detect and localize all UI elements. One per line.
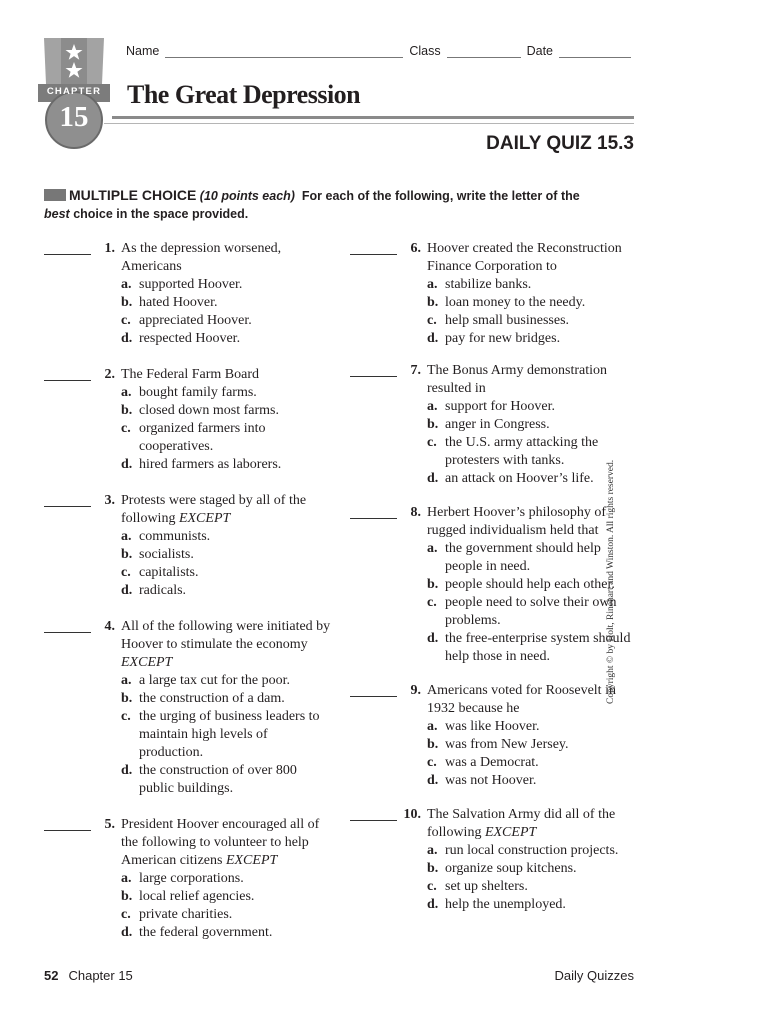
question-except: EXCEPT [178, 511, 231, 526]
answer-option [121, 672, 334, 690]
option-letter: d. [427, 471, 439, 486]
question-number: 9. [410, 683, 421, 698]
answer-option [427, 312, 640, 330]
question-body [121, 816, 334, 942]
page-title: The Great Depression [127, 80, 361, 109]
option-text: hated Hoover. [139, 295, 218, 310]
option-text: the U.S. army attacking the protesters with tanks. [445, 435, 599, 468]
option-text: the government should help people in need. [445, 541, 601, 574]
option-letter: a. [427, 719, 438, 734]
option-letter: c. [121, 565, 131, 580]
option-text: radicals. [139, 583, 187, 598]
option-letter: b. [427, 577, 439, 592]
answer-option [427, 842, 640, 860]
option-text: hired farmers as laborers. [139, 457, 282, 472]
question-body [121, 240, 334, 348]
option-text: the urging of business leaders to maintain high levels of production. [139, 709, 320, 760]
option-text: pay for new bridges. [445, 331, 561, 346]
answer-option [121, 906, 334, 924]
question-body [121, 618, 334, 798]
option-letter: a. [121, 529, 132, 544]
question-body [121, 492, 334, 600]
option-text: the free-enterprise system should help those in need. [445, 631, 631, 664]
answer-option [427, 896, 640, 914]
name-field[interactable] [165, 47, 403, 58]
answer-option [427, 718, 640, 736]
option-text: organize soup kitchens. [445, 861, 577, 876]
footer-section: Daily Quizzes [554, 968, 634, 983]
question-item [350, 682, 640, 790]
option-letter: b. [121, 403, 133, 418]
option-letter: b. [121, 889, 133, 904]
answer-option [121, 888, 334, 906]
question-stem [121, 240, 334, 276]
option-letter: b. [121, 547, 133, 562]
option-text: local relief agencies. [139, 889, 255, 904]
option-text: was like Hoover. [445, 719, 540, 734]
option-letter: d. [121, 457, 133, 472]
option-text: people should help each other. [445, 577, 615, 592]
question-stem-text: All of the following were initiated by Hoover to stimulate the economy [121, 619, 331, 652]
option-text: private charities. [139, 907, 233, 922]
question-item [350, 504, 640, 666]
option-letter: c. [121, 421, 131, 436]
option-letter: a. [121, 673, 132, 688]
question-stem-text: The Salvation Army did all of the following [427, 807, 616, 840]
question-number: 3. [104, 493, 115, 508]
option-text: organized farmers into cooperatives. [139, 421, 266, 454]
footer-chapter: Chapter 15 [68, 968, 133, 983]
question-stem-text: Hoover created the Reconstruction Finance Corporation to [427, 241, 622, 274]
chapter-label: CHAPTER [46, 86, 102, 97]
option-text: the federal government. [139, 925, 273, 940]
option-text: was a Democrat. [445, 755, 539, 770]
answer-option [121, 276, 334, 294]
answer-option [427, 294, 640, 312]
option-letter: a. [427, 399, 438, 414]
question-number: 4. [104, 619, 115, 634]
answer-option [427, 416, 640, 434]
option-text: support for Hoover. [445, 399, 556, 414]
question-stem [121, 816, 334, 870]
question-stem-text: Americans voted for Roosevelt in 1932 because he [427, 683, 616, 716]
question-number: 5. [104, 817, 115, 832]
option-letter: a. [427, 843, 438, 858]
answer-option [121, 708, 334, 762]
option-text: respected Hoover. [139, 331, 241, 346]
answer-blank[interactable] [44, 380, 91, 381]
option-letter: a. [121, 871, 132, 886]
answer-option [427, 860, 640, 878]
instructions-heading: MULTIPLE CHOICE [69, 187, 197, 203]
instructions-text: For each of the following, write the letter of the [301, 189, 580, 203]
question-stem-text: The Bonus Army demonstration resulted in [427, 363, 608, 396]
option-letter: c. [121, 313, 131, 328]
date-field[interactable] [559, 47, 631, 58]
option-text: appreciated Hoover. [139, 313, 252, 328]
question-item [350, 240, 640, 348]
question-stem-text: The Federal Farm Board [121, 367, 260, 382]
question-stem [427, 362, 640, 398]
answer-option [121, 528, 334, 546]
answer-option [121, 870, 334, 888]
question-stem-text: As the depression worsened, Americans [121, 241, 282, 274]
question-stem [121, 366, 334, 384]
question-item [350, 362, 640, 488]
answer-option [427, 398, 640, 416]
answer-option [121, 564, 334, 582]
question-body [427, 240, 640, 348]
question-body [121, 366, 334, 474]
option-text: the construction of over 800 public buildings. [139, 763, 297, 796]
option-letter: d. [121, 925, 133, 940]
question-number: 10. [403, 807, 421, 822]
question-body [427, 806, 640, 914]
answer-blank[interactable] [350, 254, 397, 255]
option-text: an attack on Hoover’s life. [445, 471, 594, 486]
option-text: people need to solve their own problems. [445, 595, 617, 628]
option-letter: b. [121, 691, 133, 706]
copyright-notice: Copyright © by Holt, Rinehart and Winston. All rights reserved. [606, 459, 616, 704]
instructions-points: (10 points each) [199, 189, 295, 203]
option-text: anger in Congress. [445, 417, 550, 432]
instructions-text-end: choice in the space provided. [73, 207, 249, 221]
option-letter: c. [427, 879, 437, 894]
answer-option [121, 384, 334, 402]
option-letter: c. [121, 907, 131, 922]
quiz-title: DAILY QUIZ 15.3 [486, 133, 634, 154]
question-except: EXCEPT [121, 655, 173, 670]
answer-option [427, 736, 640, 754]
title-divider-thin [104, 123, 634, 124]
answer-option [427, 276, 640, 294]
option-letter: d. [121, 331, 133, 346]
answer-option [121, 456, 334, 474]
option-letter: b. [427, 295, 439, 310]
chapter-number: 15 [59, 101, 89, 133]
option-text: run local construction projects. [445, 843, 619, 858]
question-number: 7. [410, 363, 421, 378]
option-text: was not Hoover. [445, 773, 537, 788]
class-field[interactable] [447, 47, 521, 58]
page-number: 52 [44, 968, 59, 983]
question-except: EXCEPT [225, 853, 278, 868]
option-letter: b. [427, 861, 439, 876]
question-item [44, 366, 334, 474]
question-stem-text: Herbert Hoover’s philosophy of rugged individualism held that [427, 505, 606, 538]
question-number: 1. [104, 241, 115, 256]
option-text: stabilize banks. [445, 277, 532, 292]
answer-option [121, 330, 334, 348]
option-letter: a. [427, 277, 438, 292]
answer-option [427, 878, 640, 896]
option-letter: a. [121, 277, 132, 292]
option-text: socialists. [139, 547, 194, 562]
question-item [350, 806, 640, 914]
answer-option [121, 294, 334, 312]
title-divider [112, 116, 634, 119]
question-number: 6. [410, 241, 421, 256]
option-text: large corporations. [139, 871, 244, 886]
option-letter: d. [427, 631, 439, 646]
option-letter: c. [427, 313, 437, 328]
answer-option [427, 330, 640, 348]
question-stem [121, 492, 334, 528]
questions-column-right [350, 240, 640, 914]
option-text: set up shelters. [445, 879, 528, 894]
option-letter: d. [121, 583, 133, 598]
section-marker-icon [44, 189, 66, 201]
question-stem-text: Protests were staged by all of the following [121, 493, 307, 526]
question-item [44, 618, 334, 798]
option-letter: c. [121, 709, 131, 724]
option-text: communists. [139, 529, 211, 544]
instructions [44, 186, 604, 223]
option-text: closed down most farms. [139, 403, 279, 418]
answer-option [121, 546, 334, 564]
option-letter: d. [121, 763, 133, 778]
option-letter: b. [427, 417, 439, 432]
answer-option [121, 762, 334, 798]
instructions-emphasis: best [44, 207, 70, 221]
answer-blank[interactable] [44, 254, 91, 255]
answer-blank[interactable] [350, 518, 397, 519]
option-text: help the unemployed. [445, 897, 566, 912]
answer-option [121, 420, 334, 456]
answer-blank[interactable] [44, 830, 91, 831]
question-item [44, 240, 334, 348]
option-letter: a. [121, 385, 132, 400]
question-stem [121, 618, 334, 672]
option-text: a large tax cut for the poor. [139, 673, 290, 688]
question-stem [427, 240, 640, 276]
name-label: Name [126, 44, 160, 58]
option-letter: c. [427, 595, 437, 610]
question-stem [427, 806, 640, 842]
option-text: supported Hoover. [139, 277, 243, 292]
option-letter: c. [427, 435, 437, 450]
option-text: capitalists. [139, 565, 199, 580]
option-text: bought family farms. [139, 385, 257, 400]
answer-option [121, 582, 334, 600]
option-letter: c. [427, 755, 437, 770]
question-stem-text: President Hoover encouraged all of the following to volunteer to help American citizens [121, 817, 320, 868]
question-number: 2. [104, 367, 115, 382]
option-text: was from New Jersey. [445, 737, 569, 752]
option-letter: b. [427, 737, 439, 752]
answer-blank[interactable] [350, 696, 397, 697]
answer-option [427, 772, 640, 790]
answer-blank[interactable] [44, 506, 91, 507]
option-letter: b. [121, 295, 133, 310]
footer-left [44, 968, 133, 983]
option-letter: d. [427, 773, 439, 788]
option-text: the construction of a dam. [139, 691, 285, 706]
option-text: loan money to the needy. [445, 295, 586, 310]
question-item [44, 492, 334, 600]
student-fields [126, 44, 634, 58]
answer-option [427, 754, 640, 772]
class-label: Class [409, 44, 441, 58]
option-letter: d. [427, 331, 439, 346]
answer-blank[interactable] [350, 820, 397, 821]
answer-option [121, 402, 334, 420]
question-except: EXCEPT [484, 825, 537, 840]
question-item [44, 816, 334, 942]
answer-blank[interactable] [44, 632, 91, 633]
question-number: 8. [410, 505, 421, 520]
questions-column-left [44, 240, 334, 942]
option-letter: d. [427, 897, 439, 912]
answer-option [121, 690, 334, 708]
answer-blank[interactable] [350, 376, 397, 377]
answer-option [121, 924, 334, 942]
option-text: help small businesses. [445, 313, 570, 328]
answer-option [121, 312, 334, 330]
date-label: Date [526, 44, 554, 58]
option-letter: a. [427, 541, 438, 556]
